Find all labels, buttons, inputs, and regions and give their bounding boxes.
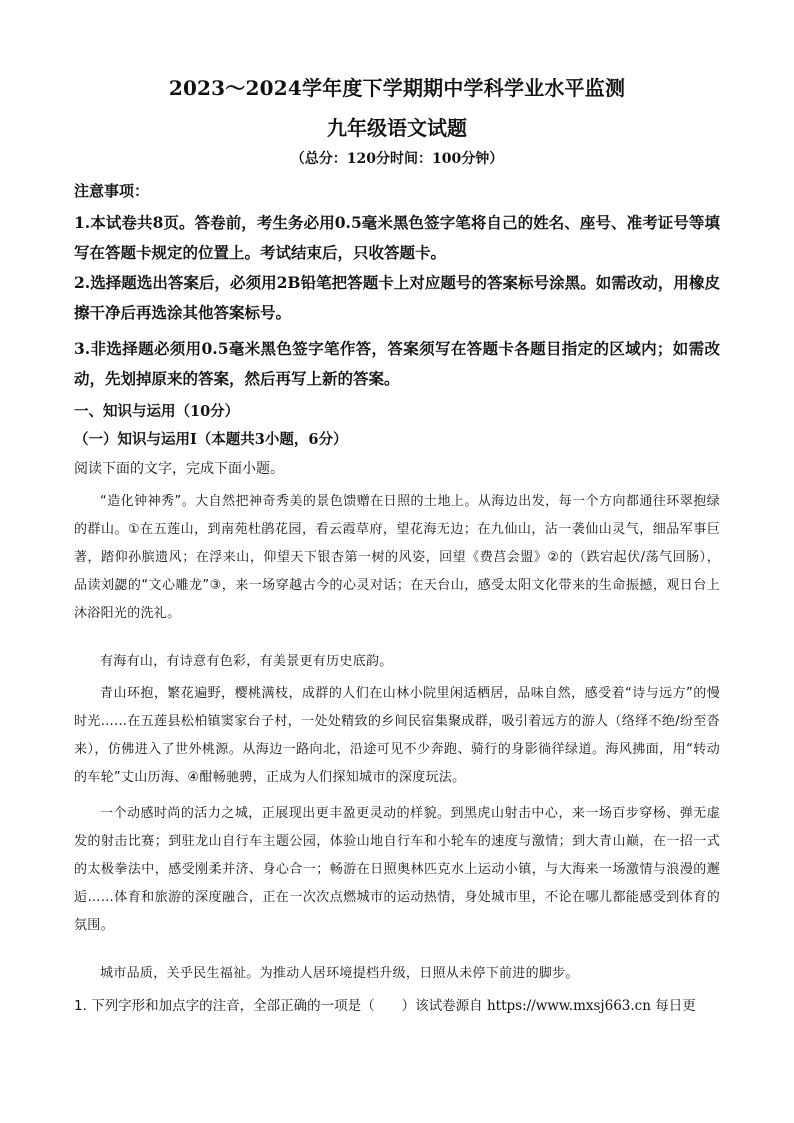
passage-paragraph-1: “造化钟神秀”。大自然把神奇秀美的景色馈赠在日照的土地上。从海边出发，每一个方向都通往环翠抱绿的群山。①在五莲山，到南苑杜鹃花园，看云霞草府，望花海无边；在九仙山，沾一袭仙山灵气，细品军事巨著，踏仰孙膑遗风；在浮来山，仰望天下银杏第一树的风姿，回望《费莒会盟》②的（跌宕起伏/荡气回肠），品读刘勰的“文心雕龙”③，来一场穿越古今的心灵对话；在天台山，感受太阳文化带来的生命振撼，观日台上沐浴阳光的洗礼。 [74,494,720,621]
passage-paragraph-3: 青山环抱，繁花遍野，樱桃满枝，成群的人们在山林小院里闲适栖居，品味自然，感受着“诗与远方”的慢时光……在五莲县松柏镇窦家台子村，一处处精致的乡间民宿集聚成群，吸引着远方的游人（络绎不绝/纷至沓来），仿佛进入了世外桃源。从海边一路向北，沿途可见不少奔跑、骑行的身影徜徉绿道。海风拂面，用“转动的车轮”丈山历海、④酣畅驰骋，正成为人们探知城市的深度玩法。 [74,686,720,785]
question-1 [74,994,720,1014]
reading-instruction: 阅读下面的文字，完成下面小题。 [74,461,284,477]
note-item-3: 3.非选择题必须用0.5毫米黑色签字笔作答，答案须写在答题卡各题目指定的区域内；如需改动，先划掉原来的答案，然后再写上新的答案。 [74,339,720,388]
exam-subtitle: 九年级语文试题 [327,116,467,140]
source-url-link[interactable]: https://www.mxsj663.cn [486,998,651,1014]
question-1-suffix: 每日更 [655,998,696,1014]
exam-meta: （总分：120分时间：100分钟） [290,151,504,167]
passage-paragraph-2: 有海有山，有诗意有色彩，有美景更有历史底韵。 [100,654,393,669]
note-item-2: 2.选择题选出答案后，必须用2B铅笔把答题卡上对应题号的答案标号涂黑。如需改动，用橡皮擦干净后再选涂其他答案标号。 [74,273,720,322]
question-1-text: 1. 下列字形和加点字的注音，全部正确的一项是（ ）该试卷源自 [74,998,483,1014]
passage-paragraph-5: 城市品质，关乎民生福祉。为推动人居环境提档升级，日照从未停下前进的脚步。 [100,966,579,981]
section-heading: 一、知识与运用（10分） [74,403,240,420]
passage-paragraph-4: 一个动感时尚的活力之城，正展现出更丰盈更灵动的样貌。到黑虎山射击中心，来一场百步穿杨、弹无虚发的射击比赛；到驻龙山自行车主题公园，体验山地自行车和小轮车的速度与激情；到大青山巅，在一招一式的太极拳法中，感受刚柔并济、身心合一；畅游在日照奥林匹克水上运动小镇，与大海来一场激情与浪漫的邂逅……体育和旅游的深度融合，正在一次次点燃城市的运动热情，身处城市里，不论在哪儿都能感受到体育的氛围。 [74,806,720,933]
note-item-1: 1.本试卷共8页。答卷前，考生务必用0.5毫米黑色签字笔将自己的姓名、座号、准考证号等填写在答题卡规定的位置上。考试结束后，只收答题卡。 [74,213,720,262]
notes-heading: 注意事项： [74,182,150,200]
exam-title: 2023～2024学年度下学期期中学科学业水平监测 [168,76,626,100]
subsection-heading: （一）知识与运用Ⅰ（本题共3小题，6分） [74,431,348,448]
